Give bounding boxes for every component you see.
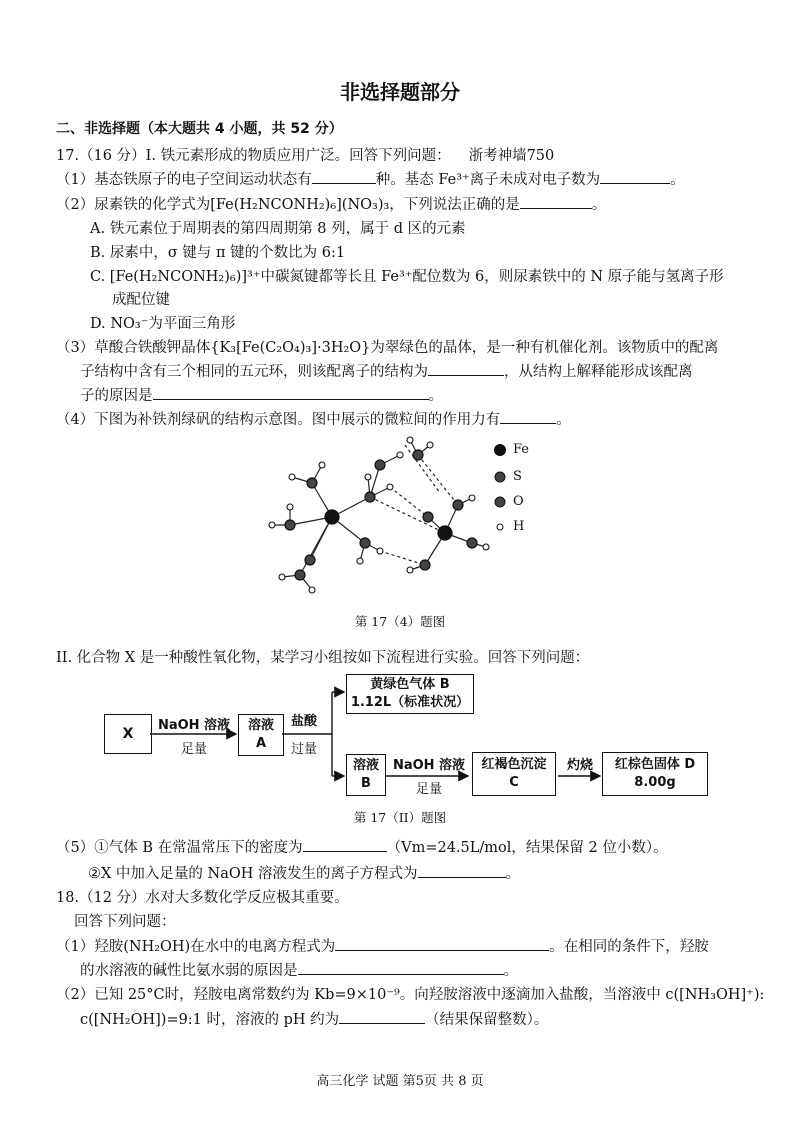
answer-blank[interactable] <box>520 194 592 209</box>
arrow1-condition: 足量 <box>180 742 207 757</box>
option-b: B. 尿素中，σ 键与 π 键的个数比为 6:1 <box>90 245 346 261</box>
figure-caption: 第 17（4）题图 <box>354 614 446 629</box>
q18-intro: 18.（12 分）水对大多数化学反应极其重要。 <box>56 890 349 906</box>
page-footer: 高三化学 试题 第5页 共 8 页 <box>316 1074 484 1089</box>
legend-fe: Fe <box>513 442 530 457</box>
option-a: A. 铁元素位于周期表的第四周期第 8 列，属于 d 区的元素 <box>90 221 466 237</box>
option-c-line2: 成配位键 <box>112 292 170 308</box>
q17-part2: （2）尿素铁的化学式为[Fe(H₂NCONH₂)₆](NO₃)₃，下列说法正确的是 。 <box>56 193 606 214</box>
figure-caption: 第 17（II）题图 <box>353 810 447 825</box>
option-d: D. NO₃⁻为平面三角形 <box>90 316 236 332</box>
arrow2-condition: 足量 <box>415 782 442 797</box>
answer-blank[interactable] <box>298 960 504 975</box>
h-legend-marker <box>497 524 503 530</box>
solid-d-box: 红棕色固体 D 8.00g <box>602 752 708 796</box>
legend <box>494 444 506 530</box>
answer-blank[interactable] <box>339 1009 425 1024</box>
legend-s: S <box>513 469 522 484</box>
q18-part2-line2: c([NH₂OH])=9:1 时，溶液的 pH 约为 （结果保留整数）。 <box>80 1008 548 1029</box>
answer-blank[interactable] <box>153 385 429 400</box>
answer-blank[interactable] <box>312 169 376 184</box>
solution-a-box: 溶液 A <box>238 714 284 756</box>
page-title: 非选择题部分 <box>340 80 460 104</box>
answer-blank[interactable] <box>500 409 556 424</box>
answer-blank[interactable] <box>600 169 670 184</box>
option-c-line1: C. [Fe(H₂NCONH₂)₆)]³⁺中碳氮键都等长且 Fe³⁺配位数为 6，则尿素铁中的 N 原子能与氢离子形 <box>90 269 724 285</box>
arrow2-reagent: NaOH 溶液 <box>392 758 466 773</box>
part2-intro: II. 化合物 X 是一种酸性氧化物，某学习小组按如下流程进行实验。回答下列问题： <box>56 650 590 666</box>
answer-blank[interactable] <box>303 837 387 852</box>
q18-part1-line2: 的水溶液的碱性比氨水弱的原因是 。 <box>80 959 518 980</box>
q17-part1: （1）基态铁原子的电子空间运动状态有 种。基态 Fe³⁺离子未成对电子数为 。 <box>56 168 685 189</box>
branch-reagent: 盐酸 <box>290 714 317 729</box>
q17-part4: （4）下图为补铁剂绿矾的结构示意图。图中展示的微粒间的作用力有 。 <box>56 408 571 429</box>
q17-part3-line1: （3）草酸合铁酸钾晶体{K₃[Fe(C₂O₄)₃]·3H₂O}为翠绿色的晶体，是一种有机催化剂。该物质中的配离 <box>56 340 719 356</box>
compound-x-box: X <box>104 714 152 754</box>
s-legend-marker <box>495 472 505 482</box>
q17-intro: 17.（16 分）I. 铁元素形成的物质应用广泛。回答下列问题： 浙考神墙750 <box>56 148 555 164</box>
legend-h: H <box>513 519 525 534</box>
answer-blank[interactable] <box>335 936 549 951</box>
fe-legend-marker <box>494 444 506 456</box>
legend-o: O <box>513 494 524 509</box>
section-heading: 二、非选择题（本大题共 4 小题，共 52 分） <box>56 121 343 137</box>
q17-part3-line3: 子的原因是 。 <box>80 384 443 405</box>
solution-b-box: 溶液 B <box>346 754 386 796</box>
watermark-text: 浙考神墙750 <box>468 148 555 164</box>
answer-blank[interactable] <box>418 863 506 878</box>
q18-part2-line1: （2）已知 25°C时，羟胺电离常数约为 Kb=9×10⁻⁹。向羟胺溶液中逐滴加入盐酸，当溶液中 c([NH₃OH]⁺): <box>56 987 765 1003</box>
q17-part5-line2: ②X 中加入足量的 NaOH 溶液发生的离子方程式为 。 <box>88 862 520 883</box>
q17-part5-line1: （5）①气体 B 在常温常压下的密度为 （Vm=24.5L/mol，结果保留 2 位小数）。 <box>56 836 668 857</box>
branch-condition: 过量 <box>290 742 317 757</box>
q18-subheading: 回答下列问题： <box>74 914 176 930</box>
q17-part3-line2: 子结构中含有三个相同的五元环，则该配离子的结构为 ，从结构上解释能形成该配离 <box>80 360 693 381</box>
gas-b-box: 黄绿色气体 B 1.12L（标准状况） <box>346 674 474 714</box>
precipitate-c-box: 红褐色沉淀 C <box>472 752 556 796</box>
o-legend-marker <box>495 497 505 507</box>
answer-blank[interactable] <box>428 361 504 376</box>
arrow1-reagent: NaOH 溶液 <box>157 718 231 733</box>
q18-part1-line1: （1）羟胺(NH₂OH)在水中的电离方程式为 。在相同的条件下，羟胺 <box>56 935 709 956</box>
arrow3-condition: 灼烧 <box>566 758 593 773</box>
